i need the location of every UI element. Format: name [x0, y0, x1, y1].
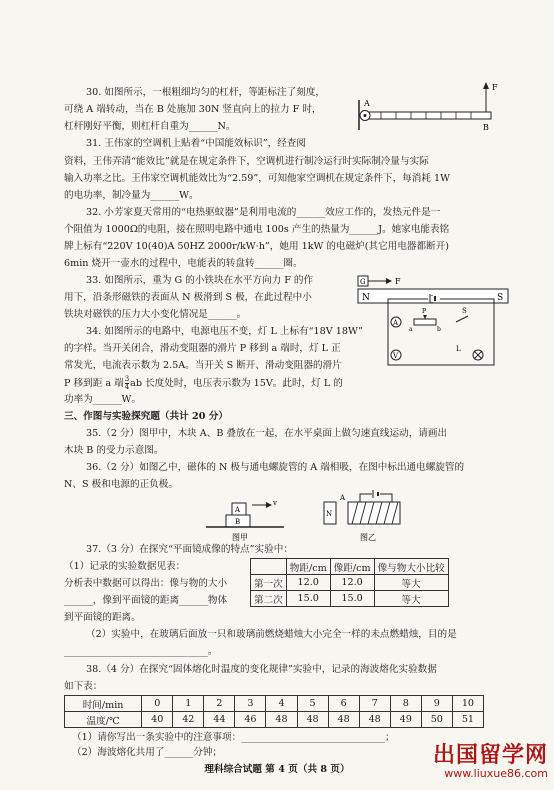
q32-line3: 牌上标有“220V 10(40)A 50HZ 2000r/kW·h”，她用 1kW 的电磁炉(其它用电器都断开): [64, 241, 450, 252]
q31-line4: 的电功率，制冷量为______W。: [64, 190, 199, 201]
mirror-th: 像与物大小比较: [374, 559, 448, 575]
watermark-url: www.liuxue86.com: [444, 767, 548, 780]
melting-cell: 48: [328, 712, 359, 728]
circuit-label-p: P: [422, 308, 427, 315]
q36-line2: N、S 极和电源的正负极。: [64, 479, 178, 490]
q33-line1: 33. 如图所示，重为 G 的小铁块在水平方向力 F 的作: [86, 275, 314, 286]
lever-label-b: B: [483, 123, 489, 132]
q35-line2: 木块 B 的受力示意图。: [64, 445, 164, 456]
q38-sub2: （2）海波熔化共用了______分钟；: [72, 747, 223, 758]
mirror-table-row: [251, 591, 449, 607]
mirror-td: 等大: [374, 575, 448, 591]
fig-yi-caption: 图乙: [360, 533, 376, 542]
melting-cell: 50: [421, 712, 452, 728]
melting-cell: 2: [204, 696, 235, 712]
magnet-label-s: S: [497, 293, 504, 303]
q34-line5: 功率为______W。: [64, 394, 142, 405]
q31-line2: 资料，王伟弄清“能效比”就是在规定条件下，空调机进行制冷运行时实际制冷量与实际: [64, 156, 429, 167]
q37-line2: （1）记录的实验数据见表：: [64, 561, 186, 572]
mirror-td: 第一次: [251, 575, 287, 591]
mirror-td: 等大: [374, 591, 448, 607]
q32-line1: 32. 小芳家夏天常用的“电热驱蚊器”是利用电流的______效应工作的，发热元件是一: [86, 207, 441, 218]
circuit-label-a: A: [393, 319, 399, 327]
melting-cell: 6: [328, 696, 359, 712]
melting-row-label: 时间/min: [65, 696, 142, 712]
melting-cell: 0: [142, 696, 173, 712]
melting-cell: 44: [204, 712, 235, 728]
fig-jia-label-b: B: [235, 518, 241, 526]
mirror-td: 15.0: [330, 591, 374, 607]
melting-cell: 1: [173, 696, 204, 712]
melting-cell: 9: [421, 696, 452, 712]
frac-den: 4: [124, 383, 130, 391]
circuit-label-s: S: [462, 307, 467, 315]
q34-line4: P 移到距 a 端 $\frac{3}{4}$ ab 长度处时，电压表示数为 15V。此时，灯 L 的: [64, 375, 343, 391]
watermark-logo: [433, 738, 548, 780]
melting-cell: 48: [266, 712, 297, 728]
circuit-label-v: V: [393, 352, 399, 360]
circuit-label-l: L: [456, 345, 461, 353]
melting-cell: 46: [235, 712, 266, 728]
q38-sub1: （1）请你写出一条实验中的注意事项：______________________________；: [72, 732, 395, 743]
fig-jia-label-a: A: [235, 506, 241, 514]
q30-line3: 杠杆刚好平衡，则杠杆自重为______N。: [64, 121, 236, 132]
mirror-td: 15.0: [286, 591, 330, 607]
q32-line2: 个阻值为 1000Ω的电阻，接在照明电路中通电 100s 产生的热量为______J。她家电能表铭: [64, 224, 450, 235]
q37-line1: 37.（3 分）在探究“平面镜成像的特点”实验中：: [86, 544, 293, 555]
melting-cell: 4: [266, 696, 297, 712]
circuit-label-b-end: b: [437, 326, 441, 333]
q37-line7: ______________________________。: [64, 646, 218, 657]
melting-cell: 10: [452, 696, 483, 712]
q37-line6: （2）实验中，在玻璃后面放一只和玻璃前燃烧蜡烛大小完全一样的未点燃蜡烛，目的是: [86, 629, 457, 640]
mirror-th: [251, 559, 287, 575]
mirror-table-row: [251, 575, 449, 591]
melting-cell: 3: [235, 696, 266, 712]
melting-cell: 49: [390, 712, 421, 728]
fig-jia-caption: 图甲: [232, 533, 248, 542]
q34-line2: 的字样。当开关闭合，滑动变阻器的滑片 P 移到 a 端时，灯 L 正: [64, 343, 341, 354]
fig-yi-label-a: A: [340, 494, 346, 502]
q37-line4: ______，像到平面镜的距离______物体: [64, 595, 228, 606]
q35-line1: 35.（2 分）图甲中，木块 A、B 叠放在一起，在水平桌面上做匀速直线运动，请画出: [86, 428, 448, 439]
melting-row-time: [65, 696, 484, 712]
q33-line2: 用下，沿条形磁铁的表面从 N 极滑到 S 极，在此过程中小: [64, 292, 312, 303]
melting-cell: 40: [142, 712, 173, 728]
lever-diagram: [355, 80, 500, 142]
q30-line1: 30. 如图所示，一根粗细均匀的杠杆，等距标注了刻度，: [86, 87, 325, 98]
lever-label-a: A: [364, 99, 370, 108]
magnet-label-f: F: [395, 277, 401, 286]
q30-line2: 可绕 A 端转动，当在 B 处施加 30N 竖直向上的拉力 F 时，: [64, 104, 322, 115]
q31-line3: 输入功率之比。王伟家空调机能效比为“2.59”，可知他家空调机在规定条件下，每消耗 1W: [64, 173, 450, 184]
magnet-label-g: G: [360, 278, 366, 286]
q36-line1: 36.（2 分）如图乙中，磁体的 N 极与通电螺旋管的 A 端相吸，在图中标出通电螺旋管的: [86, 462, 465, 473]
melting-row-label: 温度/℃: [65, 712, 142, 728]
melting-cell: 42: [173, 712, 204, 728]
q38-line1: 38.（4 分）在探究“固体熔化时温度的变化规律”实验中，记录的海波熔化实验数据: [86, 664, 437, 675]
melting-cell: 7: [359, 696, 390, 712]
lever-label-f: F: [492, 83, 498, 92]
melting-cell: 5: [297, 696, 328, 712]
q34-line3: 常发光，电流表示数为 2.5A。当开关 S 断开、滑动变阻器的滑片: [64, 360, 342, 371]
melting-table: [64, 695, 484, 728]
section3-title: 三、作图与实验探究题（共计 20 分）: [64, 411, 228, 422]
melting-cell: 8: [390, 696, 421, 712]
fig-yi-diagram: [320, 490, 420, 545]
magnet-label-n: N: [362, 293, 370, 303]
fig-yi-label-n: N: [326, 510, 333, 518]
melting-row-temp: [65, 712, 484, 728]
q32-line4: 6min 烧开一壶水的过程中，电能表的转盘转______圈。: [64, 258, 303, 269]
page-footer: 理科综合试题 第 4 页（共 8 页）: [204, 764, 350, 775]
melting-cell: 48: [297, 712, 328, 728]
q38-line2: 如下表：: [64, 681, 103, 692]
mirror-td: 12.0: [330, 575, 374, 591]
mirror-td: 第二次: [251, 591, 287, 607]
circuit-label-a-end: a: [409, 326, 413, 333]
q37-line5: 到平面镜的距离。: [64, 612, 141, 623]
circuit-diagram: [382, 293, 500, 373]
q37-line3: 分析表中数据可以得出：像与物的大小: [64, 578, 228, 589]
melting-cell: 51: [452, 712, 483, 728]
melting-cell: 48: [359, 712, 390, 728]
fig-jia-label-v: v: [273, 499, 277, 507]
q31-line1: 31. 王伟家的空调机上贴着“中国能效标识”，经查阅: [86, 138, 306, 149]
mirror-td: 12.0: [286, 575, 330, 591]
frac-num: 3: [124, 375, 130, 383]
mirror-th: 像距/cm: [330, 559, 374, 575]
mirror-th: 物距/cm: [286, 559, 330, 575]
mirror-table: [250, 558, 449, 607]
q34-line1: 34. 如图所示的电路中，电源电压不变，灯 L 上标有“18V 18W”: [86, 326, 363, 337]
watermark-title: 出国留学网: [432, 743, 548, 768]
mirror-table-header: [251, 559, 449, 575]
fig-jia-diagram: [200, 495, 290, 543]
q33-line3: 铁块对磁铁的压力大小变化情况是______。: [64, 309, 247, 320]
